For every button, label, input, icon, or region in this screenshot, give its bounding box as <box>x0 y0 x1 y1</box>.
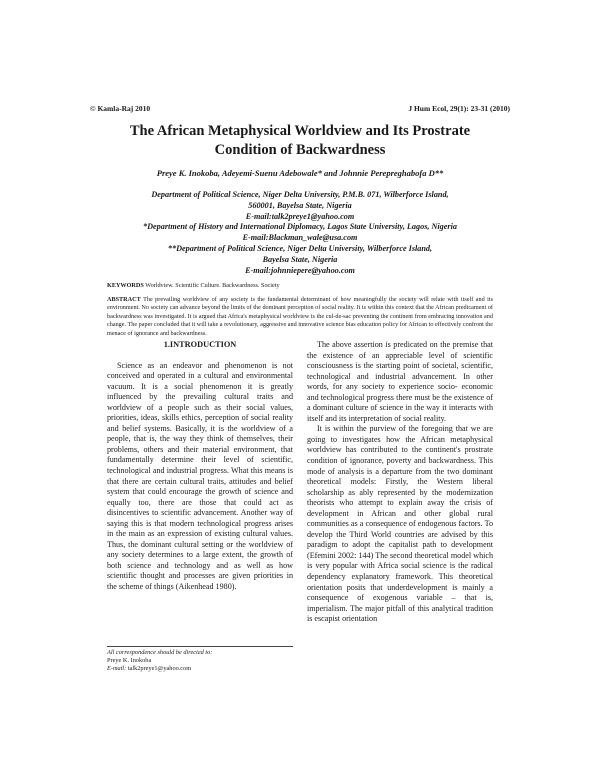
keywords-text: Worldview. Scientific Culture. Backwardness. Society <box>145 282 280 289</box>
body-paragraph: Science as an endeavor and phenomenon is not conceived and operated in a cultural and environmental vacuum. It is a social phenomenon it is greatly influenced by the prevailing cultural traits and worldview of a people such as their social values, priorities, ideas, skills ethics, perception of social reality and belief systems. Basically, it is the worldview of a people, that is, the way they think of themselves, their problems, others and their material environment, that fundamentally determine their level of scientific, technological and industrial progress. What this means is that there are certain cultural traits, attitudes and belief system that could encourage the growth of science and equally too, there are those that could act as disincentives to scientific advancement. Another way of saying this is that modern technological progress arises in the main as an expression of existing cultural values. Thus, the dominant cultural setting or the worldview of any society determines to a large extent, the growth of both science and technology and as well as how scientific thought and processes are given priorities in the scheme of things (Aikenhead 1980). <box>107 360 293 592</box>
title-line-2: Condition of Backwardness <box>214 142 386 158</box>
keywords-label: KEYWORDS <box>107 282 144 289</box>
affiliations <box>95 190 505 276</box>
affiliation-line: Bayelsa State, Nigeria <box>262 254 338 264</box>
correspondence-footnote <box>107 646 293 673</box>
footnote-line: All correspondence should be directed to: <box>107 649 213 656</box>
affiliation-email: E-mail:talk2preye1@yahoo.com <box>245 211 355 221</box>
affiliation-line: *Department of History and International Diplomacy, Lagos State University, Lagos, Nigeria <box>143 222 457 232</box>
abstract <box>107 296 493 338</box>
affiliation-email: E-mail:Blackman_wale@usa.com <box>242 233 358 243</box>
affiliation-email: E-mail:johnniepere@yahoo.com <box>245 265 355 275</box>
keywords <box>107 282 280 289</box>
body-paragraph: It is within the purview of the foregoing that we are going to investigates how the African metaphysical worldview has contributed to the continent's prostrate condition of ignorance, poverty and backwardness. This mode of analysis is a departure from the two dominant theoretical models: Firstly, the Western liberal scholarship as ably represented by the modernization theorists who attempt to explain away the crisis of development in African and other global rural communities as a consequence of endogenous factors. To develop the Third World countries are advised by this paradigm to adopt the capitalist path to development (Efemini 2002: 144) The second theoretical model which is very popular with Africa social science is the radical dependency explanatory framework. This theoretical orientation posits that underdevelopment is mainly a consequence of exogenous variable – that is, imperialism. The major pitfall of this analytical tradition is escapist orientation <box>307 424 493 624</box>
author-list: Preye K. Inokoba, Adeyemi-Suenu Adebowale* and Johnnie Perepreghabofa D** <box>156 168 444 178</box>
title-line-1: The African Metaphysical Worldview and Its Prostrate <box>129 123 471 139</box>
footnote-email-label: E-mail: <box>107 665 127 672</box>
footnote-email <box>107 665 293 673</box>
right-column <box>307 340 493 625</box>
affiliation-line: **Department of Political Science, Niger Delta University, Wilberforce Island, <box>167 243 433 253</box>
journal-copyright: © Kamla-Raj 2010 <box>90 104 151 113</box>
journal-citation: J Hum Ecol, 29(1): 23-31 (2010) <box>408 104 510 113</box>
body-paragraph: The above assertion is predicated on the premise that the existence of an appreciable level of scientific consciousness is the starting point of societal, scientific, technological and industrial advancement. In other words, for any society to experience socio- economic and technological progress there must be the existence of a dominant culture of science in the way it interacts with itself and its interpretation of social reality. <box>307 340 493 423</box>
abstract-label: ABSTRACT <box>107 296 141 303</box>
section-heading: 1.INTRODUCTION <box>163 340 237 349</box>
paper-title <box>60 122 540 160</box>
footnote-author: Preye K. Inokoba <box>107 657 152 664</box>
affiliation-line: Department of Political Science, Niger Delta University, P.M.B. 071, Wilberforce Island, <box>151 190 449 199</box>
abstract-text: The prevailing worldview of any society is the fundamental determinant of how meaningfully the society will relate with itself and its environment. No society can advance beyond the limits of the dominant perception of social reality. It is within this context that the African predicament of backwardness was investigated. It is argued that Africa's metaphysical worldview is the cul-de-sac preventing the continent from embracing innovation and change. The paper concluded that it will take a revolutionary, aggressive and innovative science bias education policy for African to effectively confront the menace of ignorance and backwardness. <box>107 296 493 337</box>
left-column <box>107 340 293 593</box>
footnote-email-value: talk2preye1@yahoo.com <box>127 665 192 672</box>
affiliation-line: 560001, Bayelsa State, Nigeria <box>248 200 352 210</box>
